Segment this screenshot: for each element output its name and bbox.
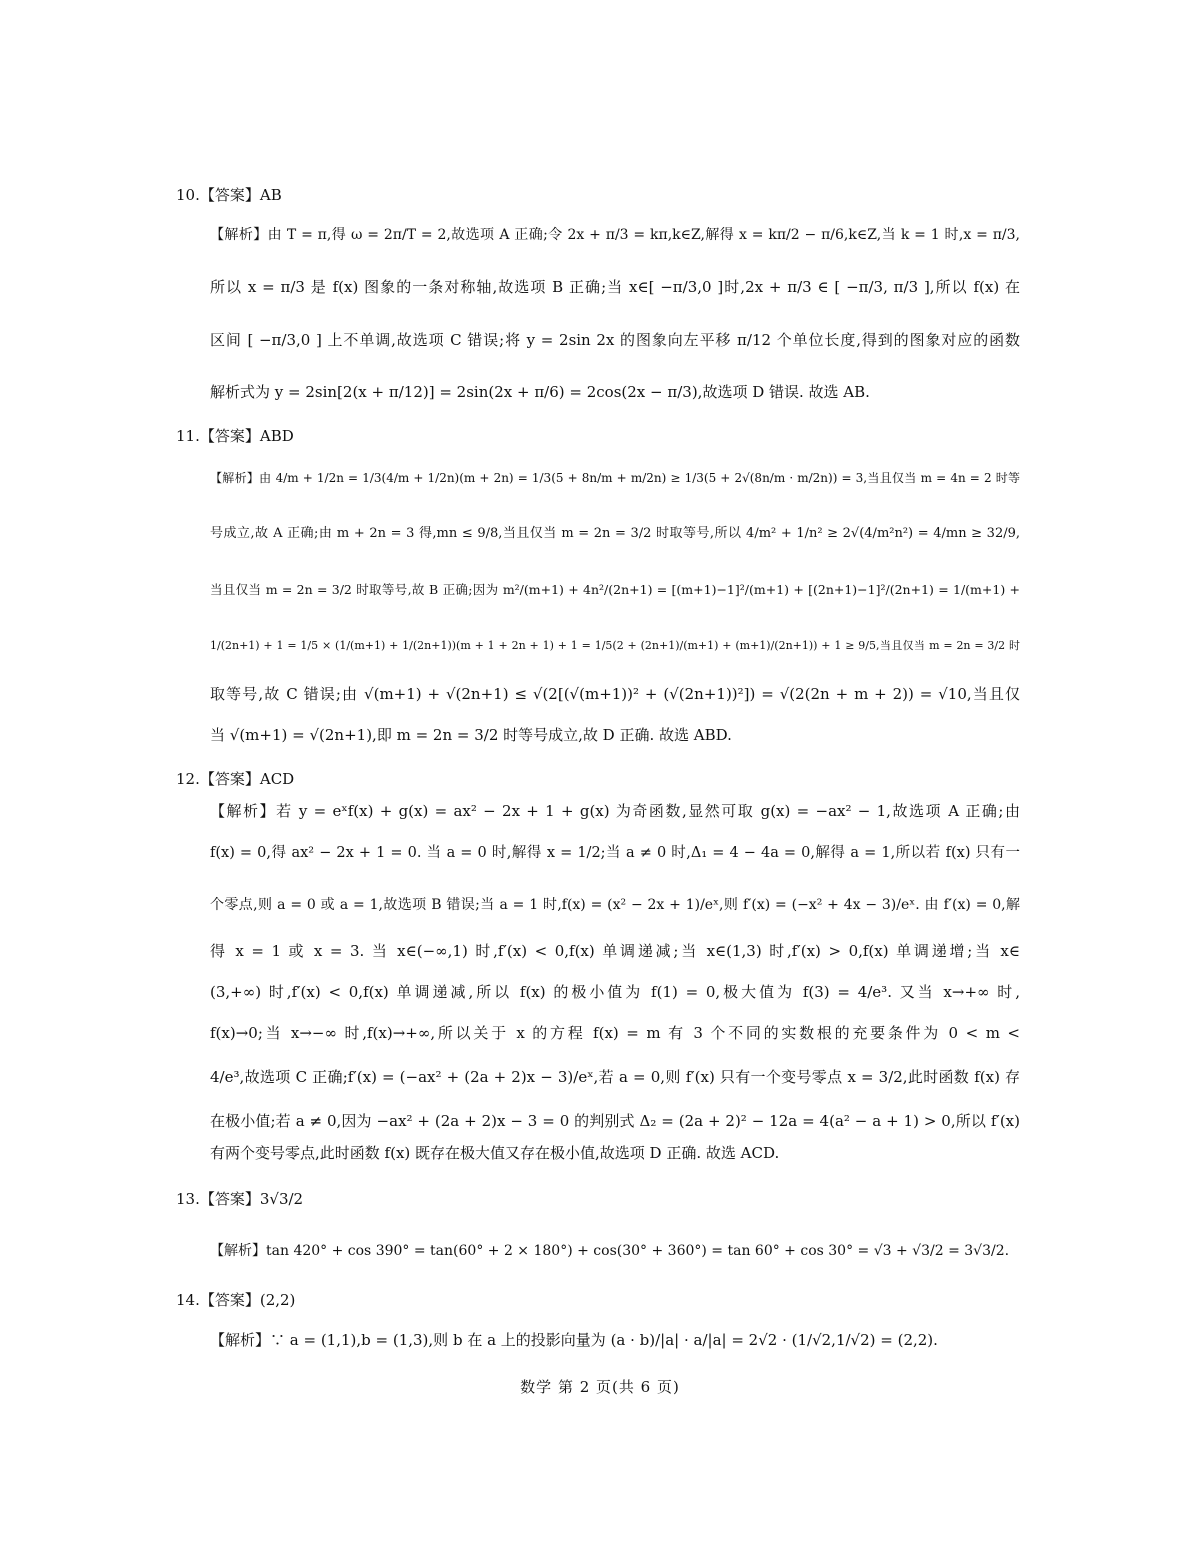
answer-heading-13: 13.【答案】3√3/2 [176,1190,304,1208]
answer-heading-11: 11.【答案】ABD [176,427,294,445]
explanation-line: 区间 [ −π/3,0 ] 上不单调,故选项 C 错误;将 y = 2sin 2x 的图象向左平移 π/12 个单位长度,得到的图象对应的函数 [210,331,1020,349]
answer-heading-14: 14.【答案】(2,2) [176,1291,296,1309]
explanation-line: 解析式为 y = 2sin[2(x + π/12)] = 2sin(2x + π/6) = 2cos(2x − π/3),故选项 D 错误. 故选 AB. [210,383,870,401]
answer-heading-10: 10.【答案】AB [176,186,282,204]
answer-heading-12: 12.【答案】ACD [176,770,295,788]
explanation-line: 号成立,故 A 正确;由 m + 2n = 3 得,mn ≤ 9/8,当且仅当 m = 2n = 3/2 时取等号,所以 4/m² + 1/n² ≥ 2√(4/m²n²) = 4/mn ≥ 32/9, [210,526,1020,541]
explanation-line: 1/(2n+1) + 1 = 1/5 × (1/(m+1) + 1/(2n+1))(m + 1 + 2n + 1) + 1 = 1/5(2 + (2n+1)/(m+1) + (m+1)/(2n+1)) + 1 ≥ 9/5,当且仅当 m = 2n = 3/2 时 [210,639,1020,652]
explanation-line: 在极小值;若 a ≠ 0,因为 −ax² + (2a + 2)x − 3 = 0 的判别式 Δ₂ = (2a + 2)² − 12a = 4(a² − a + 1) > 0,所以 f′(x) [210,1112,1020,1130]
explanation-line: 【解析】若 y = eˣf(x) + g(x) = ax² − 2x + 1 + g(x) 为奇函数,显然可取 g(x) = −ax² − 1,故选项 A 正确;由 [210,802,1020,820]
explanation-line: 得 x = 1 或 x = 3. 当 x∈(−∞,1) 时,f′(x) < 0,f(x) 单调递减;当 x∈(1,3) 时,f′(x) > 0,f(x) 单调递增;当 x∈ [210,942,1020,960]
explanation-line: f(x)→0;当 x→−∞ 时,f(x)→+∞,所以关于 x 的方程 f(x) = m 有 3 个不同的实数根的充要条件为 0 < m < [210,1024,1020,1042]
explanation-line: 4/e³,故选项 C 正确;f′(x) = (−ax² + (2a + 2)x − 3)/eˣ,若 a = 0,则 f′(x) 只有一个变号零点 x = 3/2,此时函数 f(x) 存 [210,1068,1020,1086]
page-footer: 数学 第 2 页(共 6 页) [520,1378,680,1396]
explanation-line: f(x) = 0,得 ax² − 2x + 1 = 0. 当 a = 0 时,解得 x = 1/2;当 a ≠ 0 时,Δ₁ = 4 − 4a = 0,解得 a = 1,所以若 f(x) 只有一 [210,845,1020,861]
explanation-line: 有两个变号零点,此时函数 f(x) 既存在极大值又存在极小值,故选项 D 正确. 故选 ACD. [210,1144,780,1162]
explanation-line: 取等号,故 C 错误;由 √(m+1) + √(2n+1) ≤ √(2[(√(m+1))² + (√(2n+1))²]) = √(2(2n + m + 2)) = √10,当且仅 [210,685,1020,703]
explanation-line: 【解析】tan 420° + cos 390° = tan(60° + 2 × 180°) + cos(30° + 360°) = tan 60° + cos 30° = √3 + √3/2 = 3√3/2. [210,1243,1010,1259]
explanation-line: 当且仅当 m = 2n = 3/2 时取等号,故 B 正确;因为 m²/(m+1) + 4n²/(2n+1) = [(m+1)−1]²/(m+1) + [(2n+1)−1]²/(2n+1) = 1/(m+1) + [210,582,1020,597]
explanation-line: 所以 x = π/3 是 f(x) 图象的一条对称轴,故选项 B 正确;当 x∈[ −π/3,0 ]时,2x + π/3 ∈ [ −π/3, π/3 ],所以 f(x) 在 [210,278,1020,296]
explanation-line: 【解析】由 4/m + 1/2n = 1/3(4/m + 1/2n)(m + 2n) = 1/3(5 + 8n/m + m/2n) ≥ 1/3(5 + 2√(8n/m · m/2n)) = 3,当且仅当 m = 4n = 2 时等 [210,471,1020,485]
explanation-line: (3,+∞) 时,f′(x) < 0,f(x) 单调递减,所以 f(x) 的极小值为 f(1) = 0,极大值为 f(3) = 4/e³. 又当 x→+∞ 时, [210,983,1020,1001]
explanation-line: 个零点,则 a = 0 或 a = 1,故选项 B 错误;当 a = 1 时,f(x) = (x² − 2x + 1)/eˣ,则 f′(x) = (−x² + 4x − 3)/eˣ. 由 f′(x) = 0,解 [210,897,1020,913]
explanation-line: 【解析】∵ a = (1,1),b = (1,3),则 b 在 a 上的投影向量为 (a · b)/|a| · a/|a| = 2√2 · (1/√2,1/√2) = (2,2). [210,1331,938,1349]
explanation-line: 当 √(m+1) = √(2n+1),即 m = 2n = 3/2 时等号成立,故 D 正确. 故选 ABD. [210,726,732,744]
explanation-line: 【解析】由 T = π,得 ω = 2π/T = 2,故选项 A 正确;令 2x + π/3 = kπ,k∈Z,解得 x = kπ/2 − π/6,k∈Z,当 k = 1 时,x = π/3, [210,227,1020,243]
